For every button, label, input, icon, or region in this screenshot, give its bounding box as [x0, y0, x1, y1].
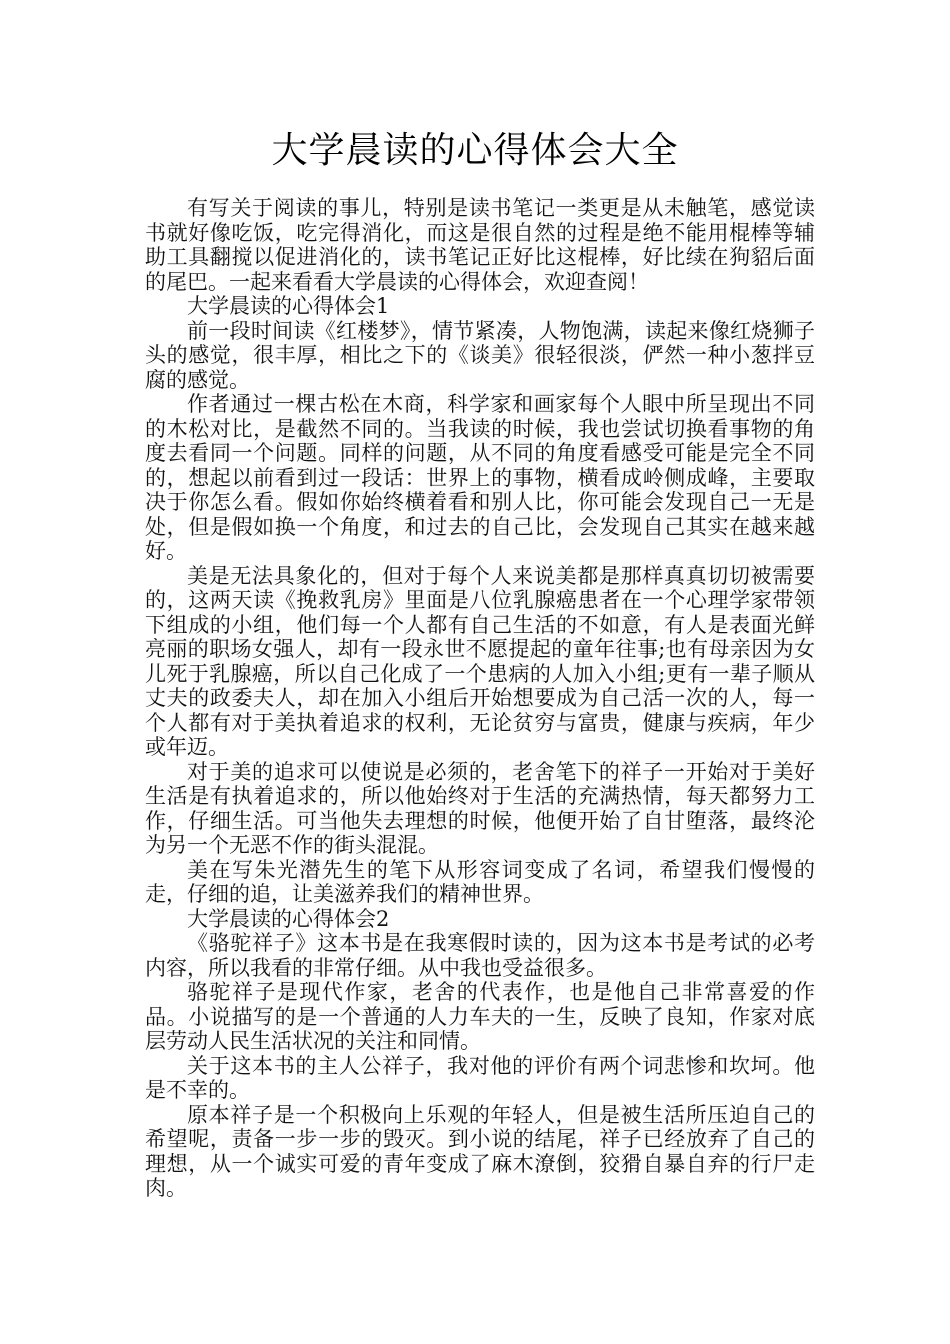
body-paragraph: 《骆驼祥子》这本书是在我寒假时读的，因为这本书是考试的必考内容，所以我看的非常仔细。从中我也受益很多。	[145, 931, 815, 980]
document-title: 大学晨读的心得体会大全	[271, 130, 679, 171]
body-paragraph: 关于这本书的主人公祥子，我对他的评价有两个词悲惨和坎坷。他是不幸的。	[145, 1053, 815, 1102]
body-paragraph: 前一段时间读《红楼梦》，情节紧凑，人物饱满，读起来像红烧狮子头的感觉，很丰厚，相比之下的《谈美》很轻很淡，俨然一种小葱拌豆腐的感觉。	[145, 318, 815, 392]
document-body	[145, 196, 815, 1201]
intro-paragraph: 有写关于阅读的事儿，特别是读书笔记一类更是从未触笔，感觉读书就好像吃饭，吃完得消化，而这是很自然的过程是绝不能用棍棒等辅助工具翻搅以促进消化的，读书笔记正好比这棍棒，好比续在狗貂后面的尾巴。一起来看看大学晨读的心得体会，欢迎查阅！	[145, 196, 815, 294]
body-paragraph: 原本祥子是一个积极向上乐观的年轻人，但是被生活所压迫自己的希望呢，责备一步一步的毁灭。到小说的结尾，祥子已经放弃了自己的理想，从一个诚实可爱的青年变成了麻木潦倒，狡猾自暴自弃的行尸走肉。	[145, 1102, 815, 1200]
body-paragraph: 作者通过一棵古松在木商，科学家和画家每个人眼中所呈现出不同的木松对比，是截然不同的。当我读的时候，我也尝试切换看事物的角度去看同一个问题。同样的问题，从不同的角度看感受可能是完全不同的，想起以前看到过一段话：世界上的事物，横看成岭侧成峰，主要取决于你怎么看。假如你始终横着看和别人比，你可能会发现自己一无是处，但是假如换一个角度，和过去的自己比，会发现自己其实在越来越好。	[145, 392, 815, 563]
body-paragraph: 美在写朱光潜先生的笔下从形容词变成了名词，希望我们慢慢的走，仔细的追，让美滋养我们的精神世界。	[145, 857, 815, 906]
body-paragraph: 骆驼祥子是现代作家，老舍的代表作，也是他自己非常喜爱的作品。小说描写的是一个普通的人力车夫的一生，反映了良知，作家对底层劳动人民生活状况的关注和同情。	[145, 980, 815, 1053]
section-heading: 大学晨读的心得体会2	[187, 906, 390, 931]
section-heading: 大学晨读的心得体会1	[187, 294, 390, 318]
body-paragraph: 对于美的追求可以使说是必须的，老舍笔下的祥子一开始对于美好生活是有执着追求的，所以他始终对于生活的充满热情，每天都努力工作，仔细生活。可当他失去理想的时候，他便开始了自甘堕落，最终沦为另一个无恶不作的街头混混。	[145, 759, 815, 857]
body-paragraph: 美是无法具象化的，但对于每个人来说美都是那样真真切切被需要的，这两天读《挽救乳房》里面是八位乳腺癌患者在一个心理学家带领下组成的小组，他们每一个人都有自己生活的不如意，有人是表面光鲜亮丽的职场女强人，却有一段永世不愿提起的童年往事;也有母亲因为女儿死于乳腺癌，所以自己化成了一个患病的人加入小组;更有一辈子顺从丈夫的政委夫人，却在加入小组后开始想要成为自己活一次的人，每一个人都有对于美执着追求的权利，无论贫穷与富贵，健康与疾病，年少或年迈。	[145, 563, 815, 759]
